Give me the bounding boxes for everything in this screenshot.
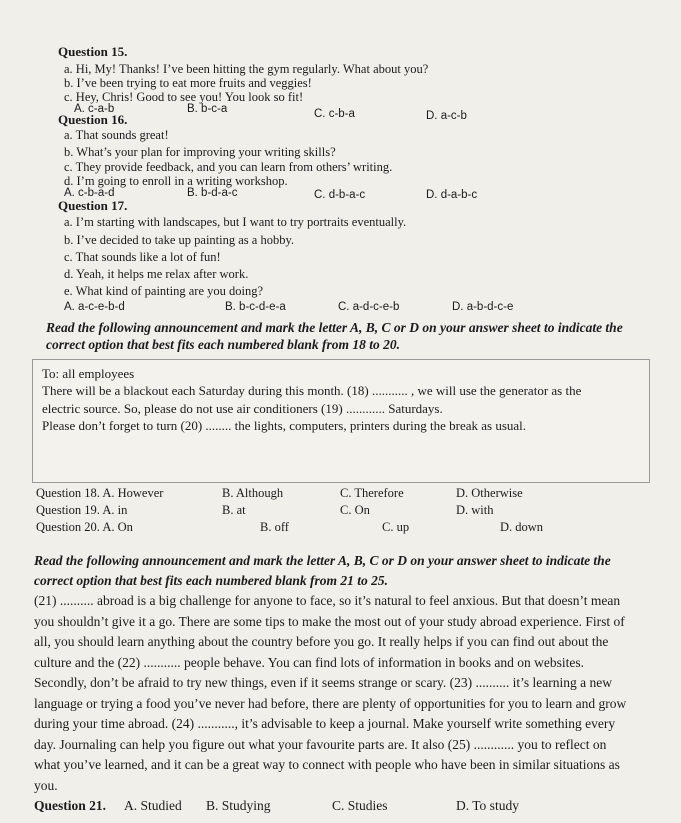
q16-option-a: A. c-b-a-d [64,187,115,199]
announcement-line-3: Please don’t forget to turn (20) ........ the lights, computers, printers during the break as usual. [42,418,527,433]
q15-option-d: D. a-c-b [426,110,467,122]
passage-line-5: Secondly, don’t be afraid to try new things, even if it seems strange or scary. (23) .......... it’s learning a new [34,675,612,690]
passage-line-1: (21) .......... abroad is a big challenge for anyone to face, so it’s natural to feel anxious. But that doesn’t mean [34,593,621,608]
q17-line-c: c. That sounds like a lot of fun! [64,250,221,264]
announcement-line-2: electric source. So, please do not use air conditioners (19) ............ Saturdays. [42,401,443,416]
announcement-to: To: all employees [42,366,135,381]
q20-option-a: Question 20. A. On [36,520,133,534]
passage-line-3: all, you should learn anything about the country before you go. It really helps if you can find out about the [34,634,609,649]
q19-option-a: Question 19. A. in [36,503,128,517]
q16-line-a: a. That sounds great! [64,128,169,142]
q18-option-b: B. Although [222,486,284,500]
q16-line-c: c. They provide feedback, and you can learn from others’ writing. [64,160,393,174]
q17-option-d: D. a-b-d-c-e [452,301,514,313]
q15-title: Question 15. [58,44,128,59]
passage-line-9: what you’ve learned, and it can be a great way to connect with people who have been in similar situations as [34,757,620,772]
q16-option-b: B. b-d-a-c [187,187,238,199]
q17-line-b: b. I’ve decided to take up painting as a hobby. [64,233,295,247]
q18-option-a: Question 18. A. However [36,486,164,500]
q15-line-c: c. Hey, Chris! Good to see you! You look so fit! [64,90,304,104]
q16-title: Question 16. [58,112,128,127]
passage-line-7: during your time abroad. (24) ..........., it’s advisable to keep a journal. Make yourself write something every [34,716,616,731]
q15-line-b: b. I’ve been trying to eat more fruits and veggies! [64,76,312,90]
q19-option-b: B. at [222,503,246,517]
q21-option-d: D. To study [456,798,519,813]
passage-line-4: culture and the (22) ........... people behave. You can find lots of information in books and on websites. [34,655,585,670]
q16-line-d: d. I’m going to enroll in a writing workshop. [64,174,288,188]
q19-option-c: C. On [340,503,370,517]
q17-line-e: e. What kind of painting are you doing? [64,284,264,298]
q18-option-d: D. Otherwise [456,486,523,500]
q17-title: Question 17. [58,198,128,213]
passage-line-6: language or trying a food you’ve never had before, there are plenty of opportunities for you to learn and grow [34,696,627,711]
q21-option-c: C. Studies [332,798,388,813]
instruction-21-25-line-2: correct option that best fits each numbered blank from 21 to 25. [34,573,389,588]
q17-line-d: d. Yeah, it helps me relax after work. [64,267,249,281]
passage-line-8: day. Journaling can help you figure out what your favourite parts are. It also (25) ............ you to reflect on [34,737,607,752]
instruction-18-20-line-2: correct option that best fits each numbered blank from 18 to 20. [46,337,401,352]
q15-option-c: C. c-b-a [314,108,355,120]
q21-title: Question 21. [34,798,107,813]
passage-line-2: you shouldn’t give it a go. There are some tips to make the most out of your study abroad experience. First of [34,614,625,629]
q15-option-b: B. b-c-a [187,103,228,115]
instruction-21-25-line-1: Read the following announcement and mark the letter A, B, C or D on your answer sheet to indicate the [34,553,611,568]
q20-option-b: B. off [260,520,289,534]
instruction-18-20-line-1: Read the following announcement and mark the letter A, B, C or D on your answer sheet to indicate the [46,320,623,335]
q15-line-a: a. Hi, My! Thanks! I’ve been hitting the gym regularly. What about you? [64,62,429,76]
q21-option-a: A. Studied [124,798,182,813]
q15-option-a: A. c-a-b [74,103,115,115]
q17-line-a: a. I’m starting with landscapes, but I want to try portraits eventually. [64,215,407,229]
q17-option-a: A. a-c-e-b-d [64,301,125,313]
announcement-line-1: There will be a blackout each Saturday during this month. (18) ........... , we will use the generator as the [42,383,582,398]
q16-line-b: b. What’s your plan for improving your writing skills? [64,145,336,159]
q20-option-d: D. down [500,520,544,534]
q20-option-c: C. up [382,520,410,534]
q18-option-c: C. Therefore [340,486,404,500]
q19-option-d: D. with [456,503,494,517]
q17-option-b: B. b-c-d-e-a [225,301,286,313]
q16-option-c: C. d-b-a-c [314,189,366,201]
passage-line-10: you. [34,778,58,793]
q17-option-c: C. a-d-c-e-b [338,301,400,313]
q16-option-d: D. d-a-b-c [426,189,478,201]
q21-option-b: B. Studying [206,798,271,813]
